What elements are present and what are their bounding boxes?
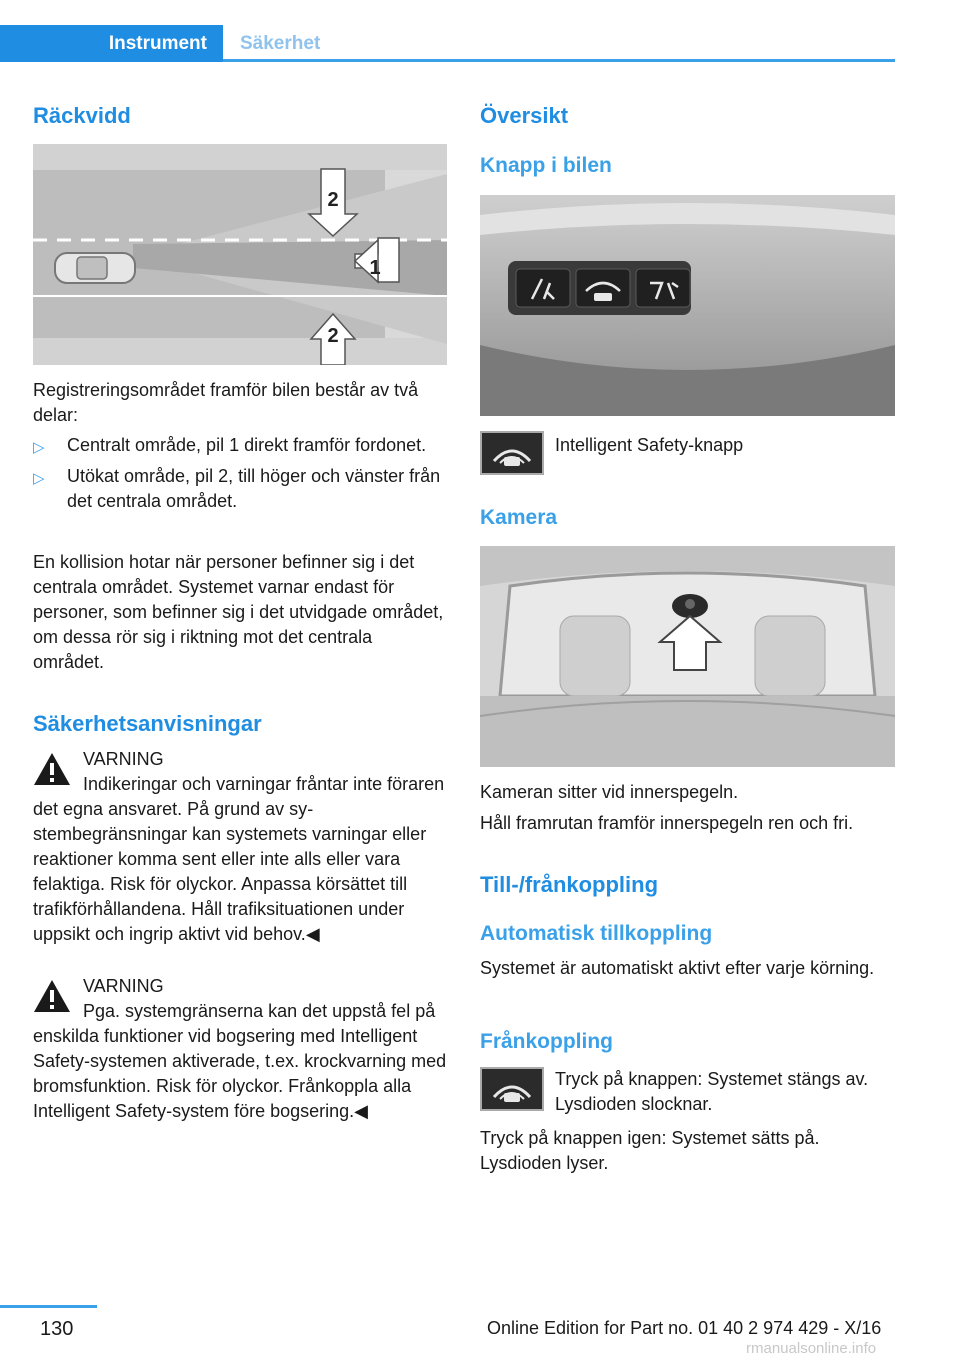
page-number: 130	[40, 1318, 74, 1340]
warning-1-title: VARNING	[83, 749, 164, 769]
bullet-extended: ▷ Utökat område, pil 2, till höger och vänster från det centrala området.	[33, 466, 441, 511]
tab-instrument[interactable]: Instrument	[0, 25, 223, 62]
switch-on-text: Tryck på knappen igen: Systemet sätts på. Lysdioden lyser.	[480, 1128, 820, 1173]
warning-triangle-icon	[33, 978, 71, 1014]
camera-photo-svg	[480, 546, 895, 767]
camera-text-2: Håll framrutan framför innerspegeln ren och fri.	[480, 813, 854, 833]
chapter-tabbar	[0, 25, 895, 62]
camera-text-1: Kameran sitter vid innerspegeln.	[480, 782, 739, 802]
heading-on-off: Till-/frånkoppling	[480, 872, 659, 897]
range-bullet-list	[33, 433, 447, 520]
warning-1	[33, 747, 447, 947]
button-panel-photo	[480, 195, 895, 416]
arrow-label-1: 1	[369, 257, 381, 279]
tab-sakerhet[interactable]: Säkerhet	[240, 33, 321, 54]
heading-auto-on: Automatisk tillkoppling	[480, 922, 713, 945]
range-paragraph: En kollision hotar när personer befinner sig i det centrala området. Systemet varnar endast för personer, som befinner sig i det utvidgade området, om dessa rör sig i riktning mot det centrala området.	[33, 552, 444, 672]
intelligent-safety-button-icon	[480, 431, 544, 475]
warning-1-text: Indikeringar och varningar fråntar inte föraren det egna ansvaret. På grund av systembegränsningar kan systemets varningar eller reaktioner komma sent eller inte alls eller vara felaktiga. Risk för olyckor. Anpassa körsättet till trafikförhållandena. Håll trafiksituationen under uppsikt och ingrip aktivt vid behov.◀	[33, 774, 445, 944]
warning-2	[33, 974, 447, 1124]
heading-camera: Kamera	[480, 506, 558, 529]
footer-rule	[0, 1305, 97, 1308]
range-diagram	[33, 144, 447, 365]
bullet-central: ▷ Centralt område, pil 1 direkt framför fordonet.	[33, 433, 447, 458]
watermark: rmanualsonline.info	[746, 1340, 877, 1357]
triangle-bullet-icon: ▷	[33, 470, 45, 487]
heading-range: Räckvidd	[33, 103, 131, 128]
auto-on-text: Systemet är automatiskt aktivt efter varje körning.	[480, 958, 875, 978]
button-panel-svg	[480, 195, 895, 416]
warning-triangle-icon	[33, 751, 71, 787]
warning-2-title: VARNING	[83, 976, 164, 996]
warning-2-text: Pga. systemgränserna kan det uppstå fel på enskilda funktioner vid bogsering med Intelligent Safety-systemen aktiverade, t.ex. krockvarning med bromsfunktion. Risk för olyckor. Frånkoppla alla Intelligent Safety-system före bogsering.◀	[33, 1001, 447, 1121]
heading-overview: Översikt	[480, 103, 569, 128]
triangle-bullet-icon: ▷	[33, 439, 45, 456]
range-diagram-svg	[33, 144, 447, 365]
arrow-label-2-top: 2	[327, 189, 339, 211]
heading-safety: Säkerhetsanvisningar	[33, 711, 262, 736]
range-intro: Registreringsområdet framför bilen består av två delar:	[33, 380, 419, 425]
heading-switch-off: Frånkoppling	[480, 1030, 613, 1053]
switch-off-text: Tryck på knappen: Systemet stängs av. Lysdioden slocknar.	[555, 1069, 869, 1114]
camera-photo	[480, 546, 895, 767]
edition-text: Online Edition for Part no. 01 40 2 974 429 - X/16	[487, 1318, 882, 1338]
arrow-label-2-bottom: 2	[327, 325, 339, 347]
intelligent-safety-button-icon-2	[480, 1067, 544, 1111]
heading-button-in-car: Knapp i bilen	[480, 154, 612, 177]
button-caption: Intelligent Safety-knapp	[555, 435, 744, 455]
